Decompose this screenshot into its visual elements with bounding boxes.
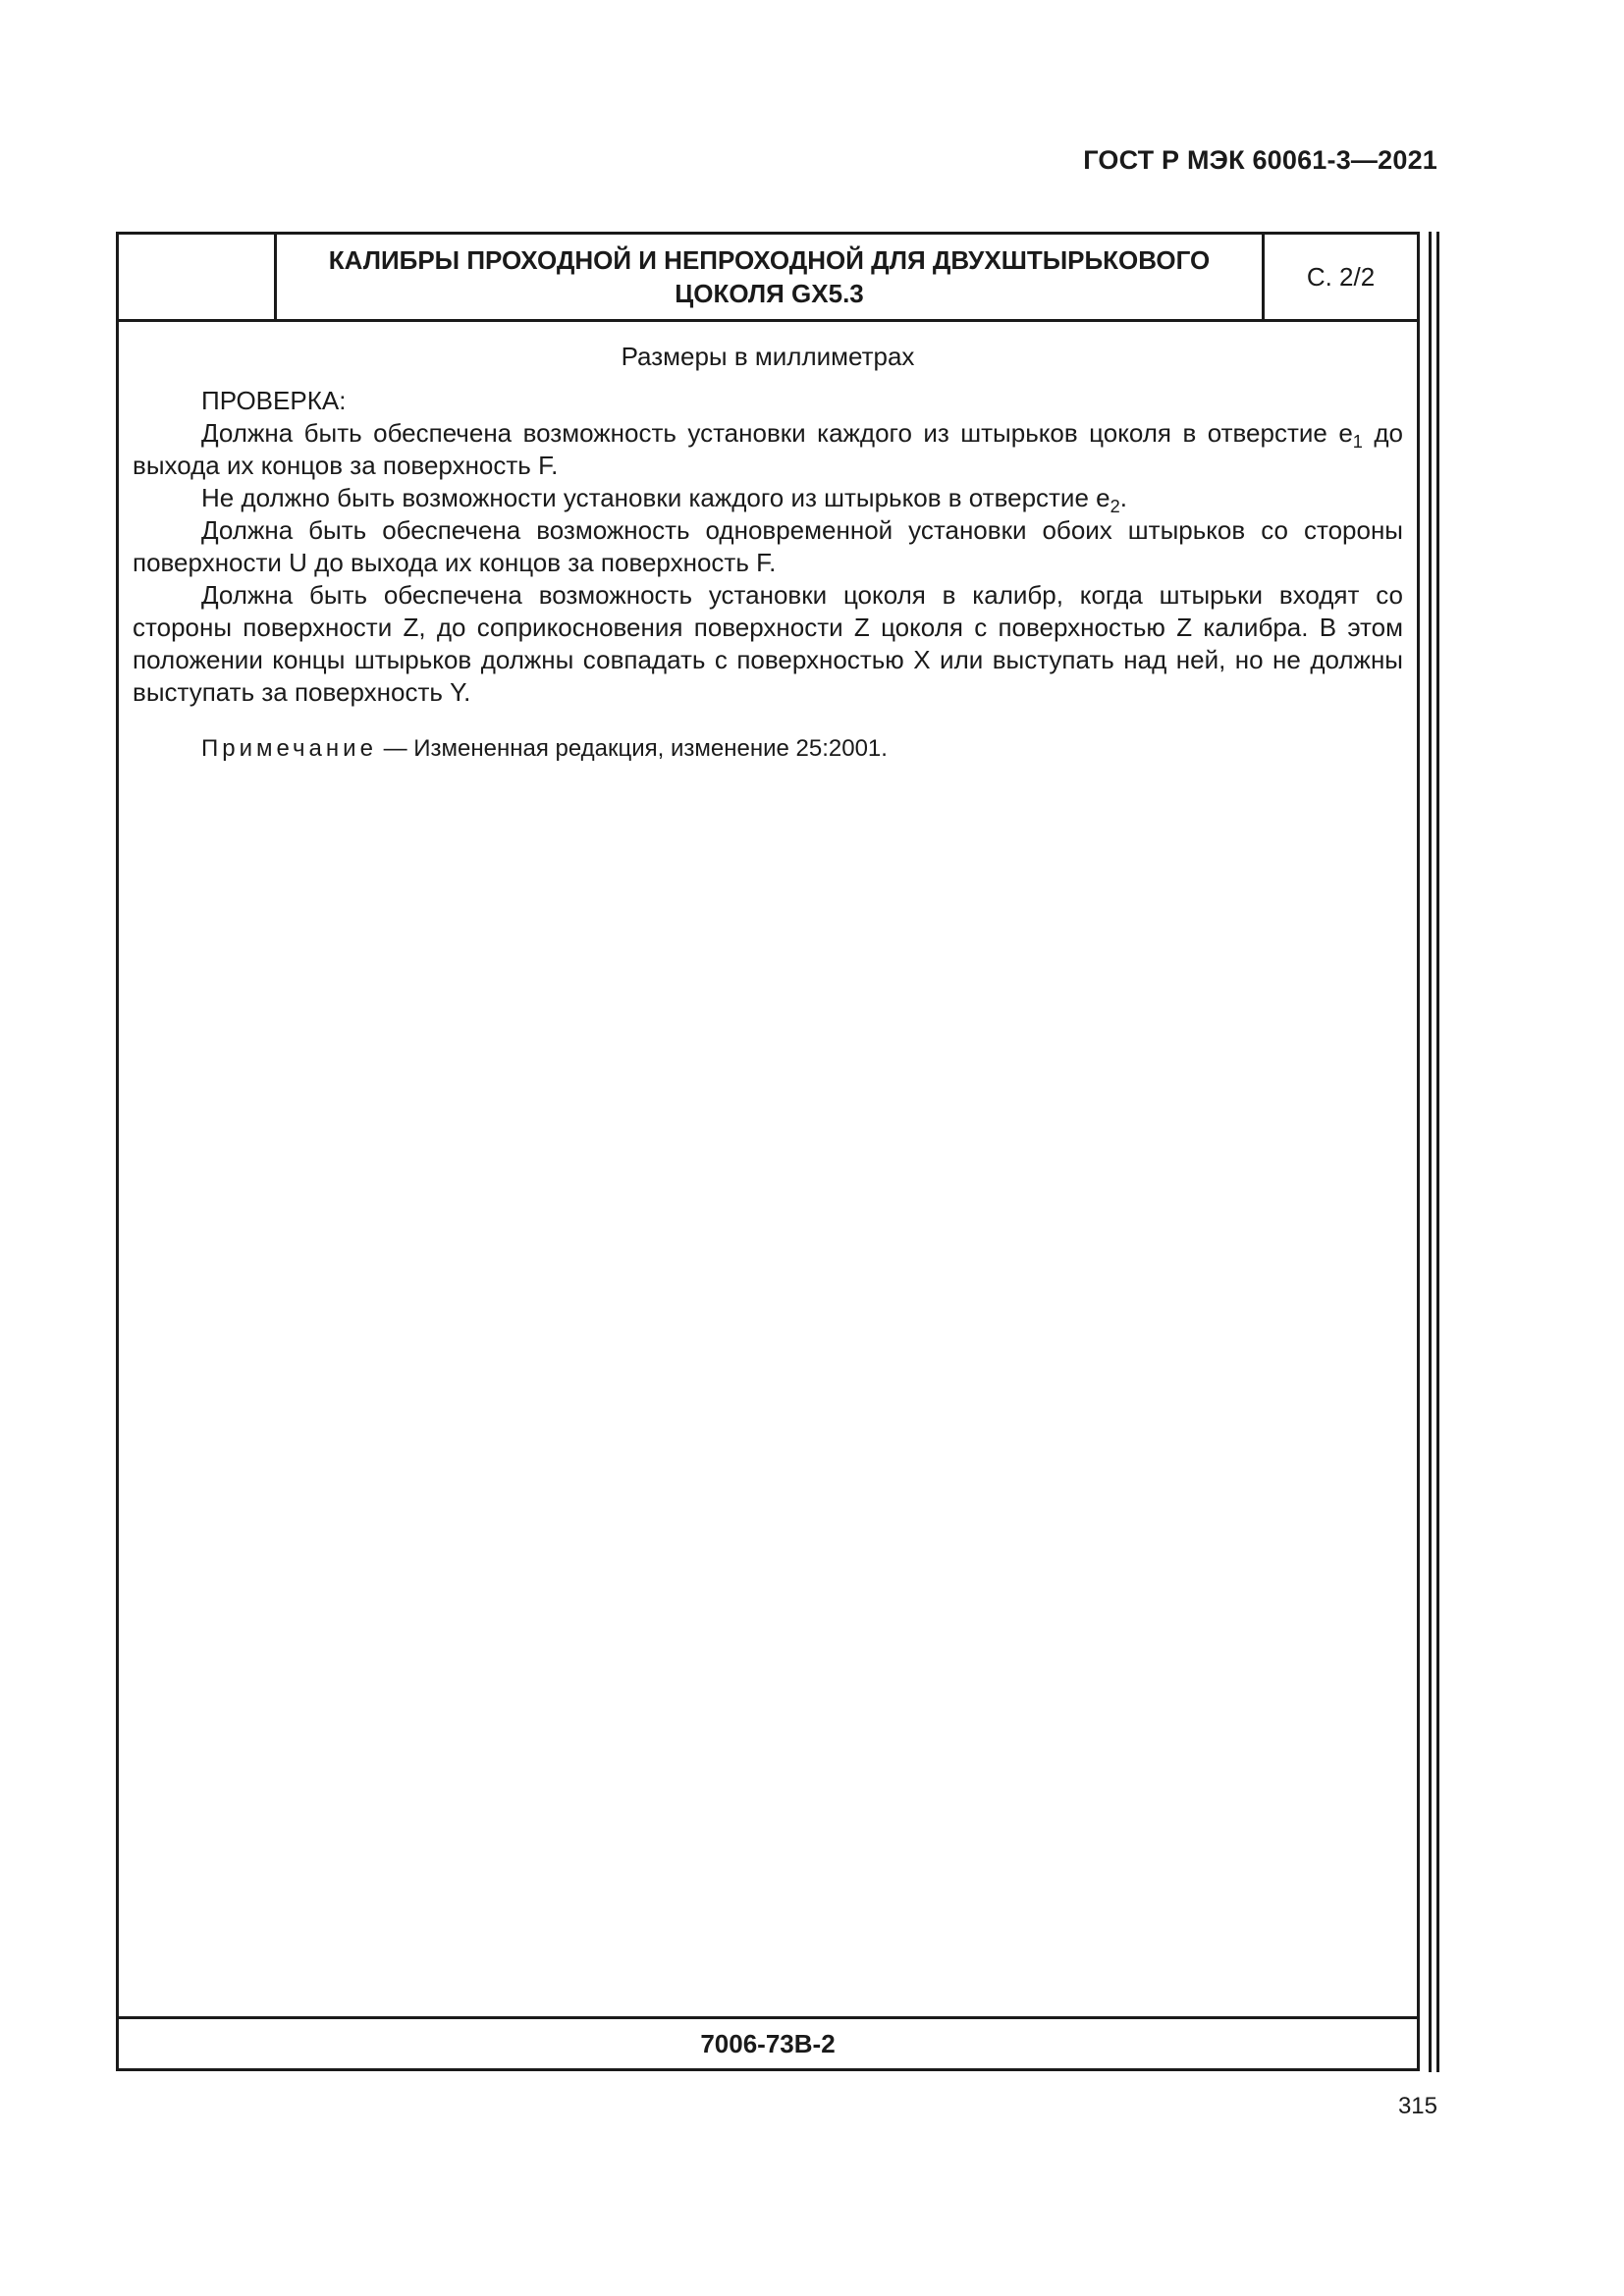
p2-subscript: 2	[1110, 497, 1120, 517]
title-row	[119, 235, 1417, 322]
sheet-code: 7006-73B-2	[700, 2028, 836, 2058]
check-heading: ПРОВЕРКА:	[201, 386, 347, 415]
frame-double-line-1	[1429, 232, 1432, 2072]
check-paragraph-4: Должна быть обеспечена возможность установки цоколя в калибр, когда штырьки входят со стороны поверхности Z, до соприкосновения поверхности Z цоколя с поверхностью Z калибра. В этом положении концы штырьков должны совпадать с поверхностью X или выступать над ней, но не должны выступать за поверхность Y.	[133, 580, 1403, 707]
sheet-frame	[116, 232, 1420, 2071]
p2-tail: .	[1119, 483, 1127, 512]
p1-text: Должна быть обеспечена возможность установки каждого из штырьков цоколя в отверстие e	[201, 418, 1353, 448]
sheet-title-line2: ЦОКОЛЯ GX5.3	[675, 279, 864, 308]
note-text: — Измененная редакция, изменение 25:2001.	[376, 735, 888, 762]
p1-tail: до выхода их концов за поверхность F.	[133, 418, 1403, 480]
title-empty-cell	[119, 235, 277, 319]
p1-subscript: 1	[1352, 432, 1363, 453]
sheet-title-line1: КАЛИБРЫ ПРОХОДНОЙ И НЕПРОХОДНОЙ ДЛЯ ДВУХШТЫРЬКОВОГО	[328, 245, 1211, 275]
check-paragraph-1	[133, 417, 1403, 482]
page-number: 315	[1397, 2093, 1437, 2119]
standard-header: ГОСТ Р МЭК 60061-3—2021	[1083, 145, 1437, 175]
p2-text: Не должно быть возможности установки каждого из штырьков в отверстие e	[201, 483, 1110, 512]
sheet-code-row	[119, 2016, 1417, 2068]
frame-double-line-2	[1436, 232, 1439, 2072]
sheet-title	[277, 235, 1265, 319]
note-label: Примечание	[201, 735, 377, 762]
sheet-body	[133, 341, 1403, 765]
note	[133, 732, 1403, 765]
check-paragraph-3: Должна быть обеспечена возможность одновременной установки обоих штырьков со стороны поверхности U до выхода их концов за поверхность F.	[133, 515, 1403, 577]
sheet-page-ref: С. 2/2	[1306, 261, 1376, 292]
check-paragraph-2	[133, 482, 1403, 517]
units-note: Размеры в миллиметрах	[621, 342, 915, 371]
